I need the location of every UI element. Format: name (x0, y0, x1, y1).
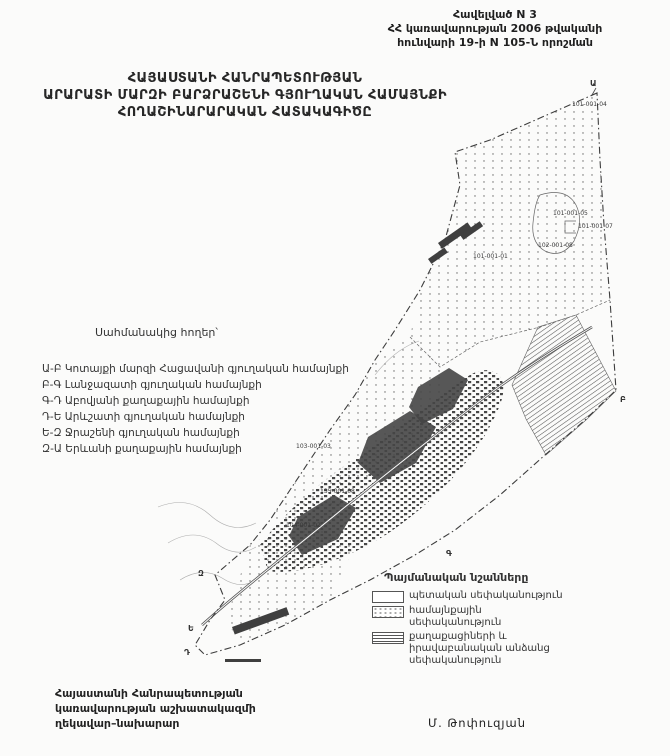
legend-item (372, 605, 577, 629)
signature-line: ղեկավար–նախարար (55, 717, 180, 730)
legend-label: պետական սեփականություն (409, 590, 563, 601)
parcel-label: 101-001-05 (553, 210, 588, 217)
adjacent-lands-item: Ե-Զ Ջրաշենի գյուղական համայնքի (42, 427, 240, 439)
parcel-label: 135-001-08 (320, 488, 355, 495)
title-line: ԱՐԱՐԱՏԻ ՄԱՐԶԻ ԲԱՐՁՐԱՇԵՆԻ ԳՅՈՒՂԱԿԱՆ ՀԱՄԱՅՆՔԻ (43, 88, 447, 103)
adjacent-lands-heading: Սահմանակից հողեր՝ (95, 326, 218, 339)
boundary-letter: Ա (590, 79, 597, 88)
parcel-label: 104-001-02 (286, 522, 321, 529)
legend-swatch-state-property (372, 591, 404, 603)
parcel-label: 102-001-08 (538, 242, 573, 249)
annex-line: հունվարի 19-ի N 105-Ն որոշման (397, 36, 593, 49)
legend-label: քաղաքացիների և իրավաբանական անձանց սեփականություն (409, 631, 550, 666)
parcel-label: 101-001-01 (473, 253, 508, 260)
boundary-letter: Գ (446, 549, 452, 558)
annex-line: ՀՀ կառավարության 2006 թվականի (387, 22, 603, 35)
boundary-letter: Դ (184, 648, 190, 657)
legend-heading: Պայմանական նշանները (384, 571, 529, 584)
adjacent-lands-key (42, 326, 349, 457)
parcel-label: 103-001-03 (296, 443, 331, 450)
signature-block (55, 686, 256, 731)
adjacent-lands-list (42, 361, 349, 457)
conventional-signs-legend (372, 571, 577, 669)
title-line: ՀԱՅԱՍՏԱՆԻ ՀԱՆՐԱՊԵՏՈՒԹՅԱՆ (127, 71, 363, 86)
legend-item (372, 590, 577, 603)
adjacent-lands-item: Ա-Բ Կոտայքի մարզի Հացավանի գյուղական համայնքի (42, 363, 349, 375)
signature-line: Հայաստանի Հանրապետության (55, 687, 243, 700)
legend-label: համայնքային սեփականություն (409, 605, 502, 628)
annex-line: Հավելված N 3 (453, 8, 537, 21)
annex-reference (330, 8, 660, 50)
signature-line: կառավարության աշխատակազմի (55, 702, 256, 715)
adjacent-lands-item: Գ-Դ Աբովյանի քաղաքային համայնքի (42, 395, 250, 407)
title-line: ՀՈՂԱՇԻՆԱՐԱՐԱԿԱՆ ՀԱՏԱԿԱԳԻԾԸ (117, 105, 373, 120)
legend-swatch-private-property (372, 632, 404, 644)
parcel-label: 101-001-04 (572, 101, 607, 108)
boundary-letter: Ե (188, 624, 194, 633)
legend-swatch-community-property (372, 606, 404, 618)
parcel-label: 101-001-07 (578, 223, 613, 230)
adjacent-lands-item: Դ-Ե Արևշատի գյուղական համայնքի (42, 411, 245, 423)
legend-item (372, 631, 577, 667)
hatched-region (512, 315, 616, 455)
boundary-letter: Բ (620, 395, 626, 404)
adjacent-lands-item: Զ-Ա Երևանի քաղաքային համայնքի (42, 443, 242, 455)
signature-name: Մ. Թոփուզյան (428, 716, 526, 730)
boundary-letter: Զ (198, 569, 204, 578)
adjacent-lands-item: Բ-Գ Լանջազատի գյուղական համայնքի (42, 379, 262, 391)
